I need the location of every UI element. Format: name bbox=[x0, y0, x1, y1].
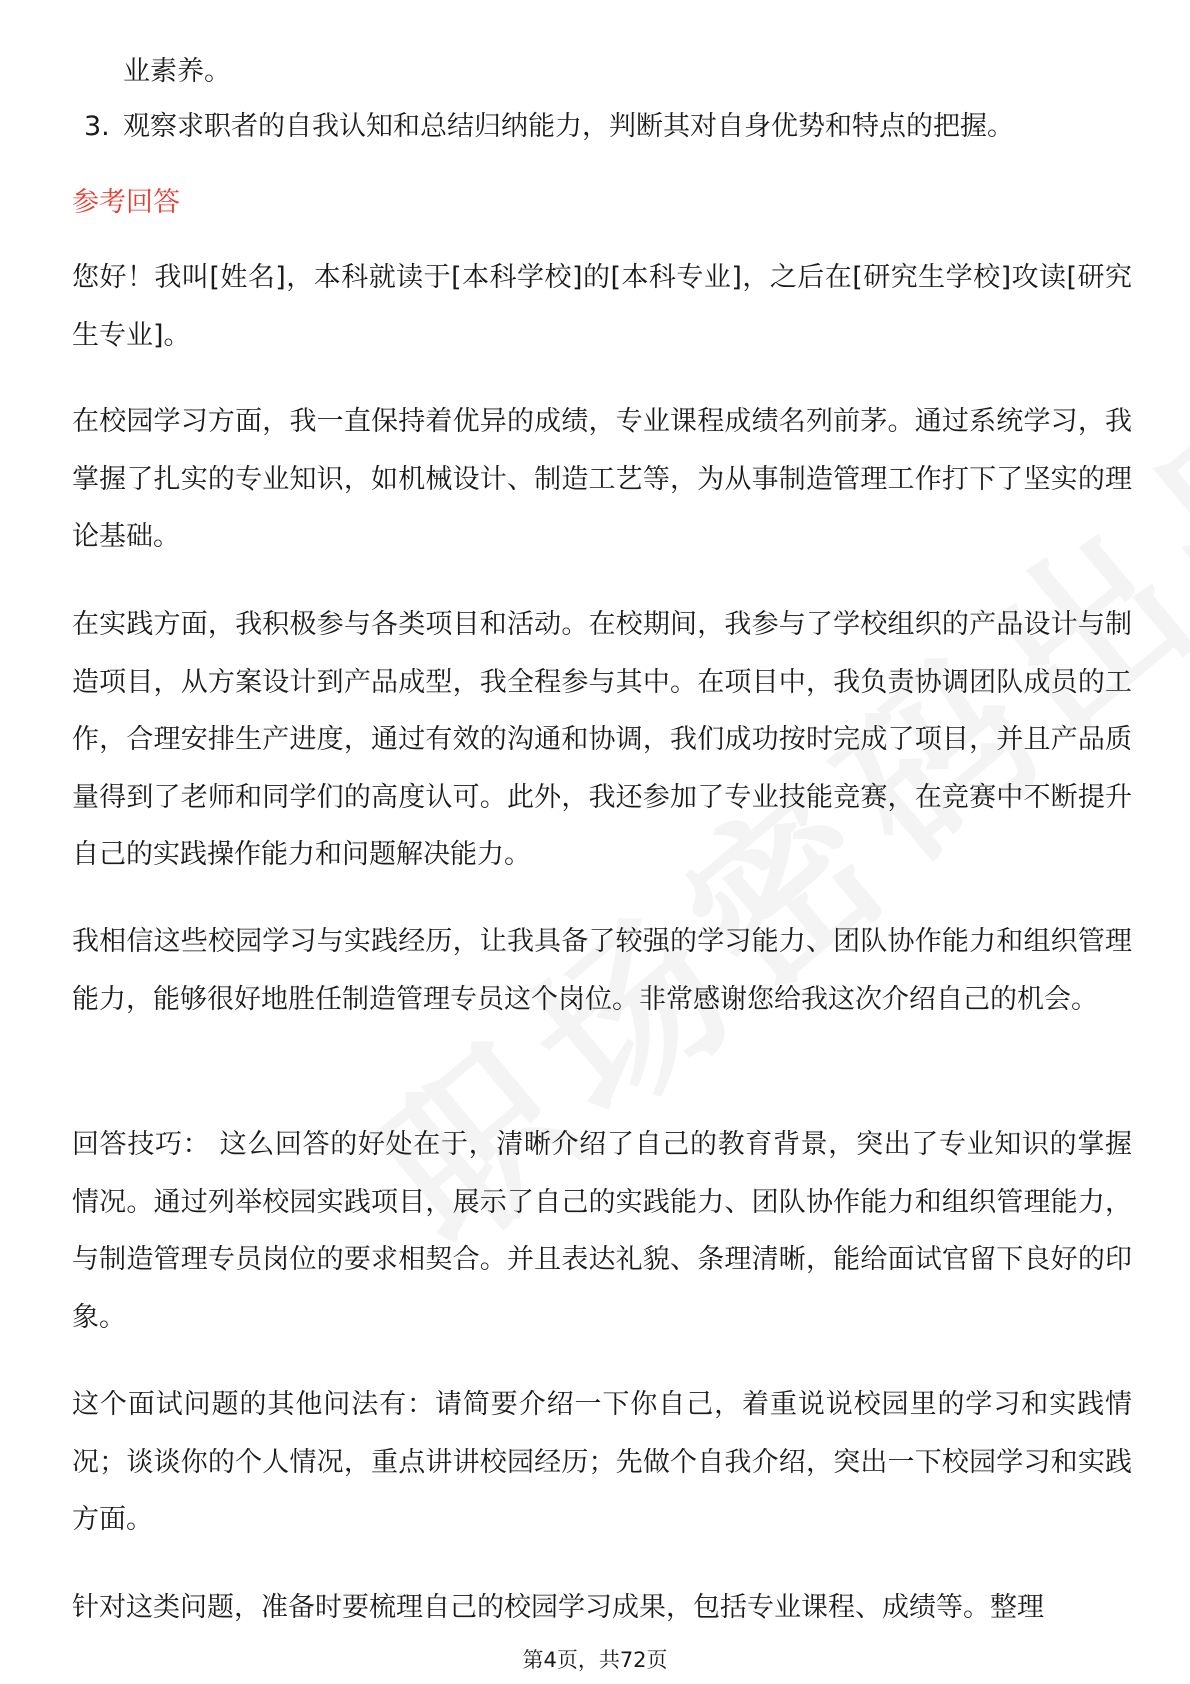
paragraph-study: 在校园学习方面，我一直保持着优异的成绩，专业课程成绩名列前茅。通过系统学习，我掌握了扎实的专业知识，如机械设计、制造工艺等，为从事制造管理工作打下了坚实的理论基础。 bbox=[72, 406, 1132, 552]
paragraph-answer-tips: 回答技巧： 这么回答的好处在于，清晰介绍了自己的教育背景，突出了专业知识的掌握情况。通过列举校园实践项目，展示了自己的实践能力、团队协作能力和组织管理能力，与制造管理专员岗位的要求相契合。并且表达礼貌、条理清晰，能给面试官留下良好的印象。 bbox=[72, 1129, 1132, 1333]
list-item-3 bbox=[84, 107, 1124, 147]
paragraph-alternative-questions: 这个面试问题的其他问法有：请简要介绍一下你自己，着重说说校园里的学习和实践情况；谈谈你的个人情况，重点讲讲校园经历；先做个自我介绍，突出一下校园学习和实践方面。 bbox=[72, 1389, 1132, 1535]
list-item-number: 3. bbox=[84, 111, 110, 142]
page-footer: 第4页，共72页 bbox=[522, 1648, 668, 1672]
list-item-continuation: 业素养。 bbox=[123, 56, 231, 87]
paragraph-intro: 您好！我叫[姓名]，本科就读于[本科学校]的[本科专业]，之后在[研究生学校]攻读[研究生专业]。 bbox=[72, 262, 1132, 351]
paragraph-practice: 在实践方面，我积极参与各类项目和活动。在校期间，我参与了学校组织的产品设计与制造项目，从方案设计到产品成型，我全程参与其中。在项目中，我负责协调团队成员的工作，合理安排生产进度，通过有效的沟通和协调，我们成功按时完成了项目，并且产品质量得到了老师和同学们的高度认可。此外，我还参加了专业技能竞赛，在竞赛中不断提升自己的实践操作能力和问题解决能力。 bbox=[72, 609, 1132, 870]
section-title: 参考回答 bbox=[72, 187, 180, 218]
paragraph-preparation: 针对这类问题，准备时要梳理自己的校园学习成果，包括专业课程、成绩等。整理 bbox=[72, 1592, 1044, 1623]
paragraph-conclusion: 我相信这些校园学习与实践经历，让我具备了较强的学习能力、团队协作能力和组织管理能力，能够很好地胜任制造管理专员这个岗位。非常感谢您给我这次介绍自己的机会。 bbox=[72, 926, 1132, 1015]
list-item-text: 观察求职者的自我认知和总结归纳能力，判断其对自身优势和特点的把握。 bbox=[123, 111, 1014, 142]
